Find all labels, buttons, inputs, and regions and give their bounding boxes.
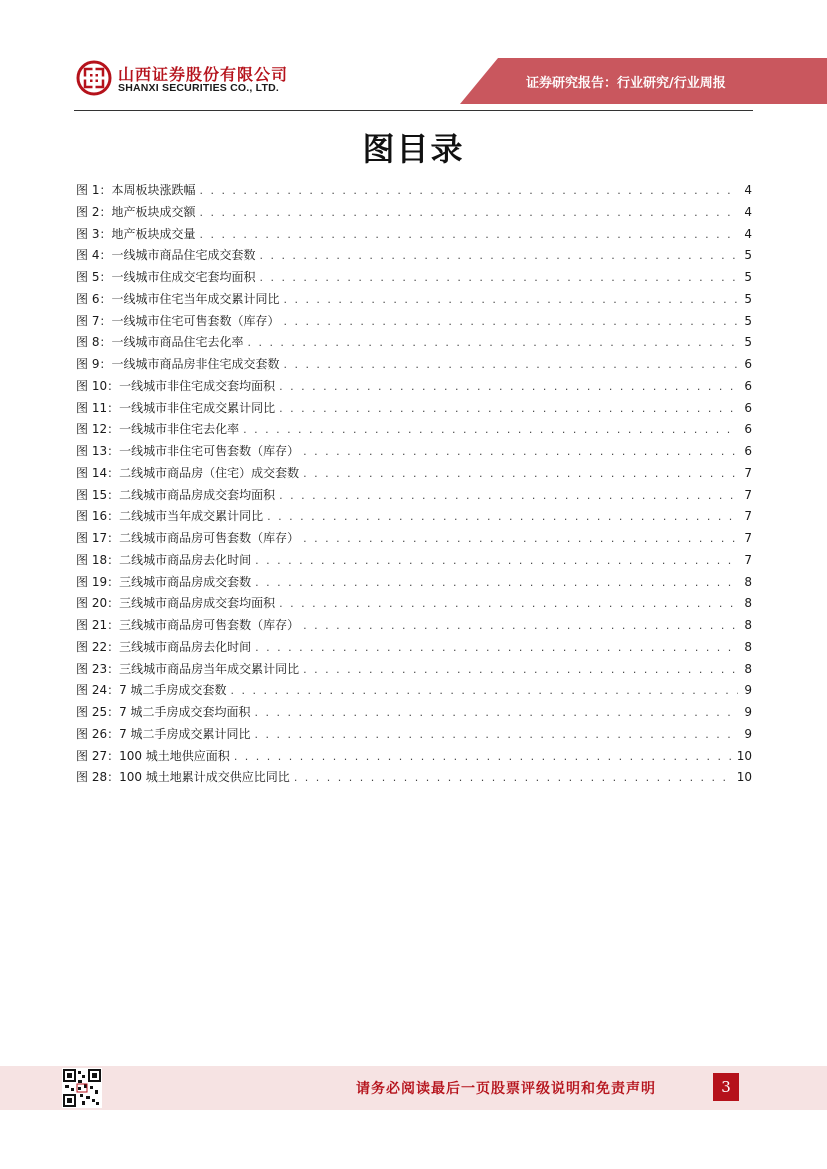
toc-entry[interactable] [76, 506, 752, 528]
toc-entry[interactable] [76, 572, 752, 594]
toc-entry[interactable] [76, 267, 752, 289]
toc-entry-label[interactable]: 图 5：一线城市住成交宅套均面积 [76, 270, 256, 284]
toc-leader-dots [243, 419, 738, 441]
toc-leader-dots [259, 267, 738, 289]
toc-entry-page: 5 [744, 270, 752, 284]
toc-entry-page: 10 [736, 770, 752, 785]
page-header [0, 0, 827, 112]
report-type-label: 证券研究报告：行业研究/行业周报 [526, 76, 726, 91]
toc-entry[interactable] [76, 332, 752, 354]
toc-entry-label[interactable]: 图 23：三线城市商品房当年成交累计同比 [76, 661, 300, 676]
toc-entry-label[interactable]: 图 8：一线城市商品住宅去化率 [76, 335, 244, 350]
toc-entry-label[interactable]: 图 24：7 城二手房成交套数 [76, 683, 227, 698]
figure-table-of-contents [76, 180, 752, 789]
toc-leader-dots [199, 224, 738, 246]
toc-leader-dots [303, 659, 738, 681]
toc-entry-label[interactable]: 图 3：地产板块成交量 [76, 226, 196, 241]
toc-entry-label[interactable]: 图 16：二线城市当年成交累计同比 [76, 509, 264, 524]
toc-entry[interactable] [76, 376, 752, 398]
toc-entry-page: 5 [744, 291, 752, 306]
toc-entry-page: 9 [744, 726, 752, 741]
toc-leader-dots [234, 746, 733, 768]
toc-entry-label[interactable]: 图 4：一线城市商品住宅成交套数 [76, 248, 256, 263]
toc-entry-page: 6 [744, 378, 752, 393]
toc-leader-dots [255, 702, 738, 724]
toc-entry-page: 4 [744, 226, 752, 241]
toc-entry-label[interactable]: 图 2：地产板块成交额 [76, 204, 196, 219]
toc-leader-dots [255, 550, 738, 572]
toc-entry[interactable] [76, 637, 752, 659]
toc-leader-dots [279, 593, 738, 615]
toc-entry-page: 6 [744, 422, 752, 437]
toc-entry-label[interactable]: 图 19：三线城市商品房成交套数 [76, 574, 252, 589]
toc-entry-label[interactable]: 图 14：二线城市商品房（住宅）成交套数 [76, 465, 300, 480]
toc-entry-label[interactable]: 图 1：本周板块涨跌幅 [76, 183, 196, 197]
toc-entry-page: 10 [736, 748, 752, 763]
toc-leader-dots [247, 332, 738, 354]
toc-entry-page: 4 [744, 183, 752, 197]
toc-entry-page: 7 [744, 509, 752, 524]
toc-leader-dots [279, 398, 738, 420]
toc-entry-label[interactable]: 图 25：7 城二手房成交套均面积 [76, 705, 251, 719]
qr-code-icon [62, 1068, 102, 1108]
toc-entry[interactable] [76, 311, 752, 333]
toc-entry-page: 6 [744, 444, 752, 458]
toc-entry[interactable] [76, 202, 752, 224]
toc-leader-dots [279, 376, 738, 398]
header-divider [74, 110, 753, 111]
toc-leader-dots [255, 724, 738, 746]
toc-entry-label[interactable]: 图 7：一线城市住宅可售套数（库存） [76, 313, 280, 328]
toc-entry-label[interactable]: 图 21：三线城市商品房可售套数（库存） [76, 618, 300, 632]
toc-entry[interactable] [76, 593, 752, 615]
toc-entry[interactable] [76, 528, 752, 550]
toc-leader-dots [267, 506, 738, 528]
toc-entry[interactable] [76, 724, 752, 746]
toc-entry-label[interactable]: 图 11：一线城市非住宅成交累计同比 [76, 400, 276, 415]
toc-entry-label[interactable]: 图 22：三线城市商品房去化时间 [76, 639, 252, 654]
toc-entry[interactable] [76, 702, 752, 724]
toc-entry[interactable] [76, 680, 752, 702]
toc-entry-page: 8 [744, 661, 752, 676]
toc-entry-label[interactable]: 图 20：三线城市商品房成交套均面积 [76, 596, 276, 611]
toc-entry-page: 5 [744, 248, 752, 263]
toc-entry[interactable] [76, 485, 752, 507]
toc-entry-label[interactable]: 图 13：一线城市非住宅可售套数（库存） [76, 444, 300, 458]
toc-leader-dots [303, 441, 738, 463]
toc-leader-dots [199, 202, 738, 224]
toc-entry-page: 6 [744, 357, 752, 371]
toc-entry-label[interactable]: 图 28：100 城土地累计成交供应比同比 [76, 770, 290, 785]
toc-entry-page: 7 [744, 552, 752, 567]
toc-leader-dots [283, 354, 738, 376]
toc-entry-page: 7 [744, 531, 752, 545]
toc-entry[interactable] [76, 615, 752, 637]
toc-entry[interactable] [76, 354, 752, 376]
toc-entry-page: 6 [744, 400, 752, 415]
company-name-cn: 山西证券股份有限公司 [118, 65, 289, 84]
toc-leader-dots [283, 289, 738, 311]
toc-entry-page: 7 [744, 465, 752, 480]
toc-entry[interactable] [76, 550, 752, 572]
toc-entry[interactable] [76, 767, 752, 789]
toc-entry-label[interactable]: 图 12：一线城市非住宅去化率 [76, 422, 240, 437]
toc-entry[interactable] [76, 441, 752, 463]
toc-entry-page: 5 [744, 313, 752, 328]
toc-entry[interactable] [76, 746, 752, 768]
toc-leader-dots [303, 528, 738, 550]
toc-entry-page: 9 [744, 705, 752, 719]
company-name-en: SHANXI SECURITIES CO., LTD. [118, 82, 279, 94]
toc-leader-dots [255, 572, 738, 594]
toc-leader-dots [255, 637, 738, 659]
toc-entry-page: 8 [744, 618, 752, 632]
toc-entry-page: 5 [744, 335, 752, 350]
toc-entry-page: 9 [744, 683, 752, 698]
toc-leader-dots [303, 463, 738, 485]
toc-entry-label[interactable]: 图 10：一线城市非住宅成交套均面积 [76, 378, 276, 393]
toc-leader-dots [231, 680, 738, 702]
toc-leader-dots [303, 615, 738, 637]
toc-leader-dots [294, 767, 733, 789]
toc-entry-label[interactable]: 图 17：二线城市商品房可售套数（库存） [76, 531, 300, 545]
page-number: 3 [713, 1073, 739, 1101]
toc-entry[interactable] [76, 419, 752, 441]
toc-entry[interactable] [76, 659, 752, 681]
toc-leader-dots [279, 485, 738, 507]
toc-entry[interactable] [76, 289, 752, 311]
toc-entry-page: 8 [744, 596, 752, 611]
toc-entry-page: 8 [744, 574, 752, 589]
toc-leader-dots [199, 180, 738, 202]
toc-entry-label[interactable]: 图 27：100 城土地供应面积 [76, 748, 230, 763]
toc-entry-page: 7 [744, 487, 752, 502]
toc-entry[interactable] [76, 180, 752, 202]
toc-entry-label[interactable]: 图 18：二线城市商品房去化时间 [76, 552, 252, 567]
toc-entry-page: 4 [744, 204, 752, 219]
toc-entry-label[interactable]: 图 15：二线城市商品房成交套均面积 [76, 487, 276, 502]
toc-entry[interactable] [76, 463, 752, 485]
toc-entry[interactable] [76, 224, 752, 246]
toc-entry-label[interactable]: 图 6：一线城市住宅当年成交累计同比 [76, 291, 280, 306]
toc-leader-dots [283, 311, 738, 333]
company-logo-icon [76, 60, 112, 96]
toc-entry-page: 8 [744, 639, 752, 654]
toc-entry-label[interactable]: 图 9：一线城市商品房非住宅成交套数 [76, 357, 280, 371]
toc-entry[interactable] [76, 245, 752, 267]
toc-entry-label[interactable]: 图 26：7 城二手房成交累计同比 [76, 726, 251, 741]
disclaimer-text: 请务必阅读最后一页股票评级说明和免责声明 [356, 1081, 656, 1097]
toc-entry[interactable] [76, 398, 752, 420]
page-title: 图目录 [362, 130, 465, 168]
toc-leader-dots [259, 245, 738, 267]
